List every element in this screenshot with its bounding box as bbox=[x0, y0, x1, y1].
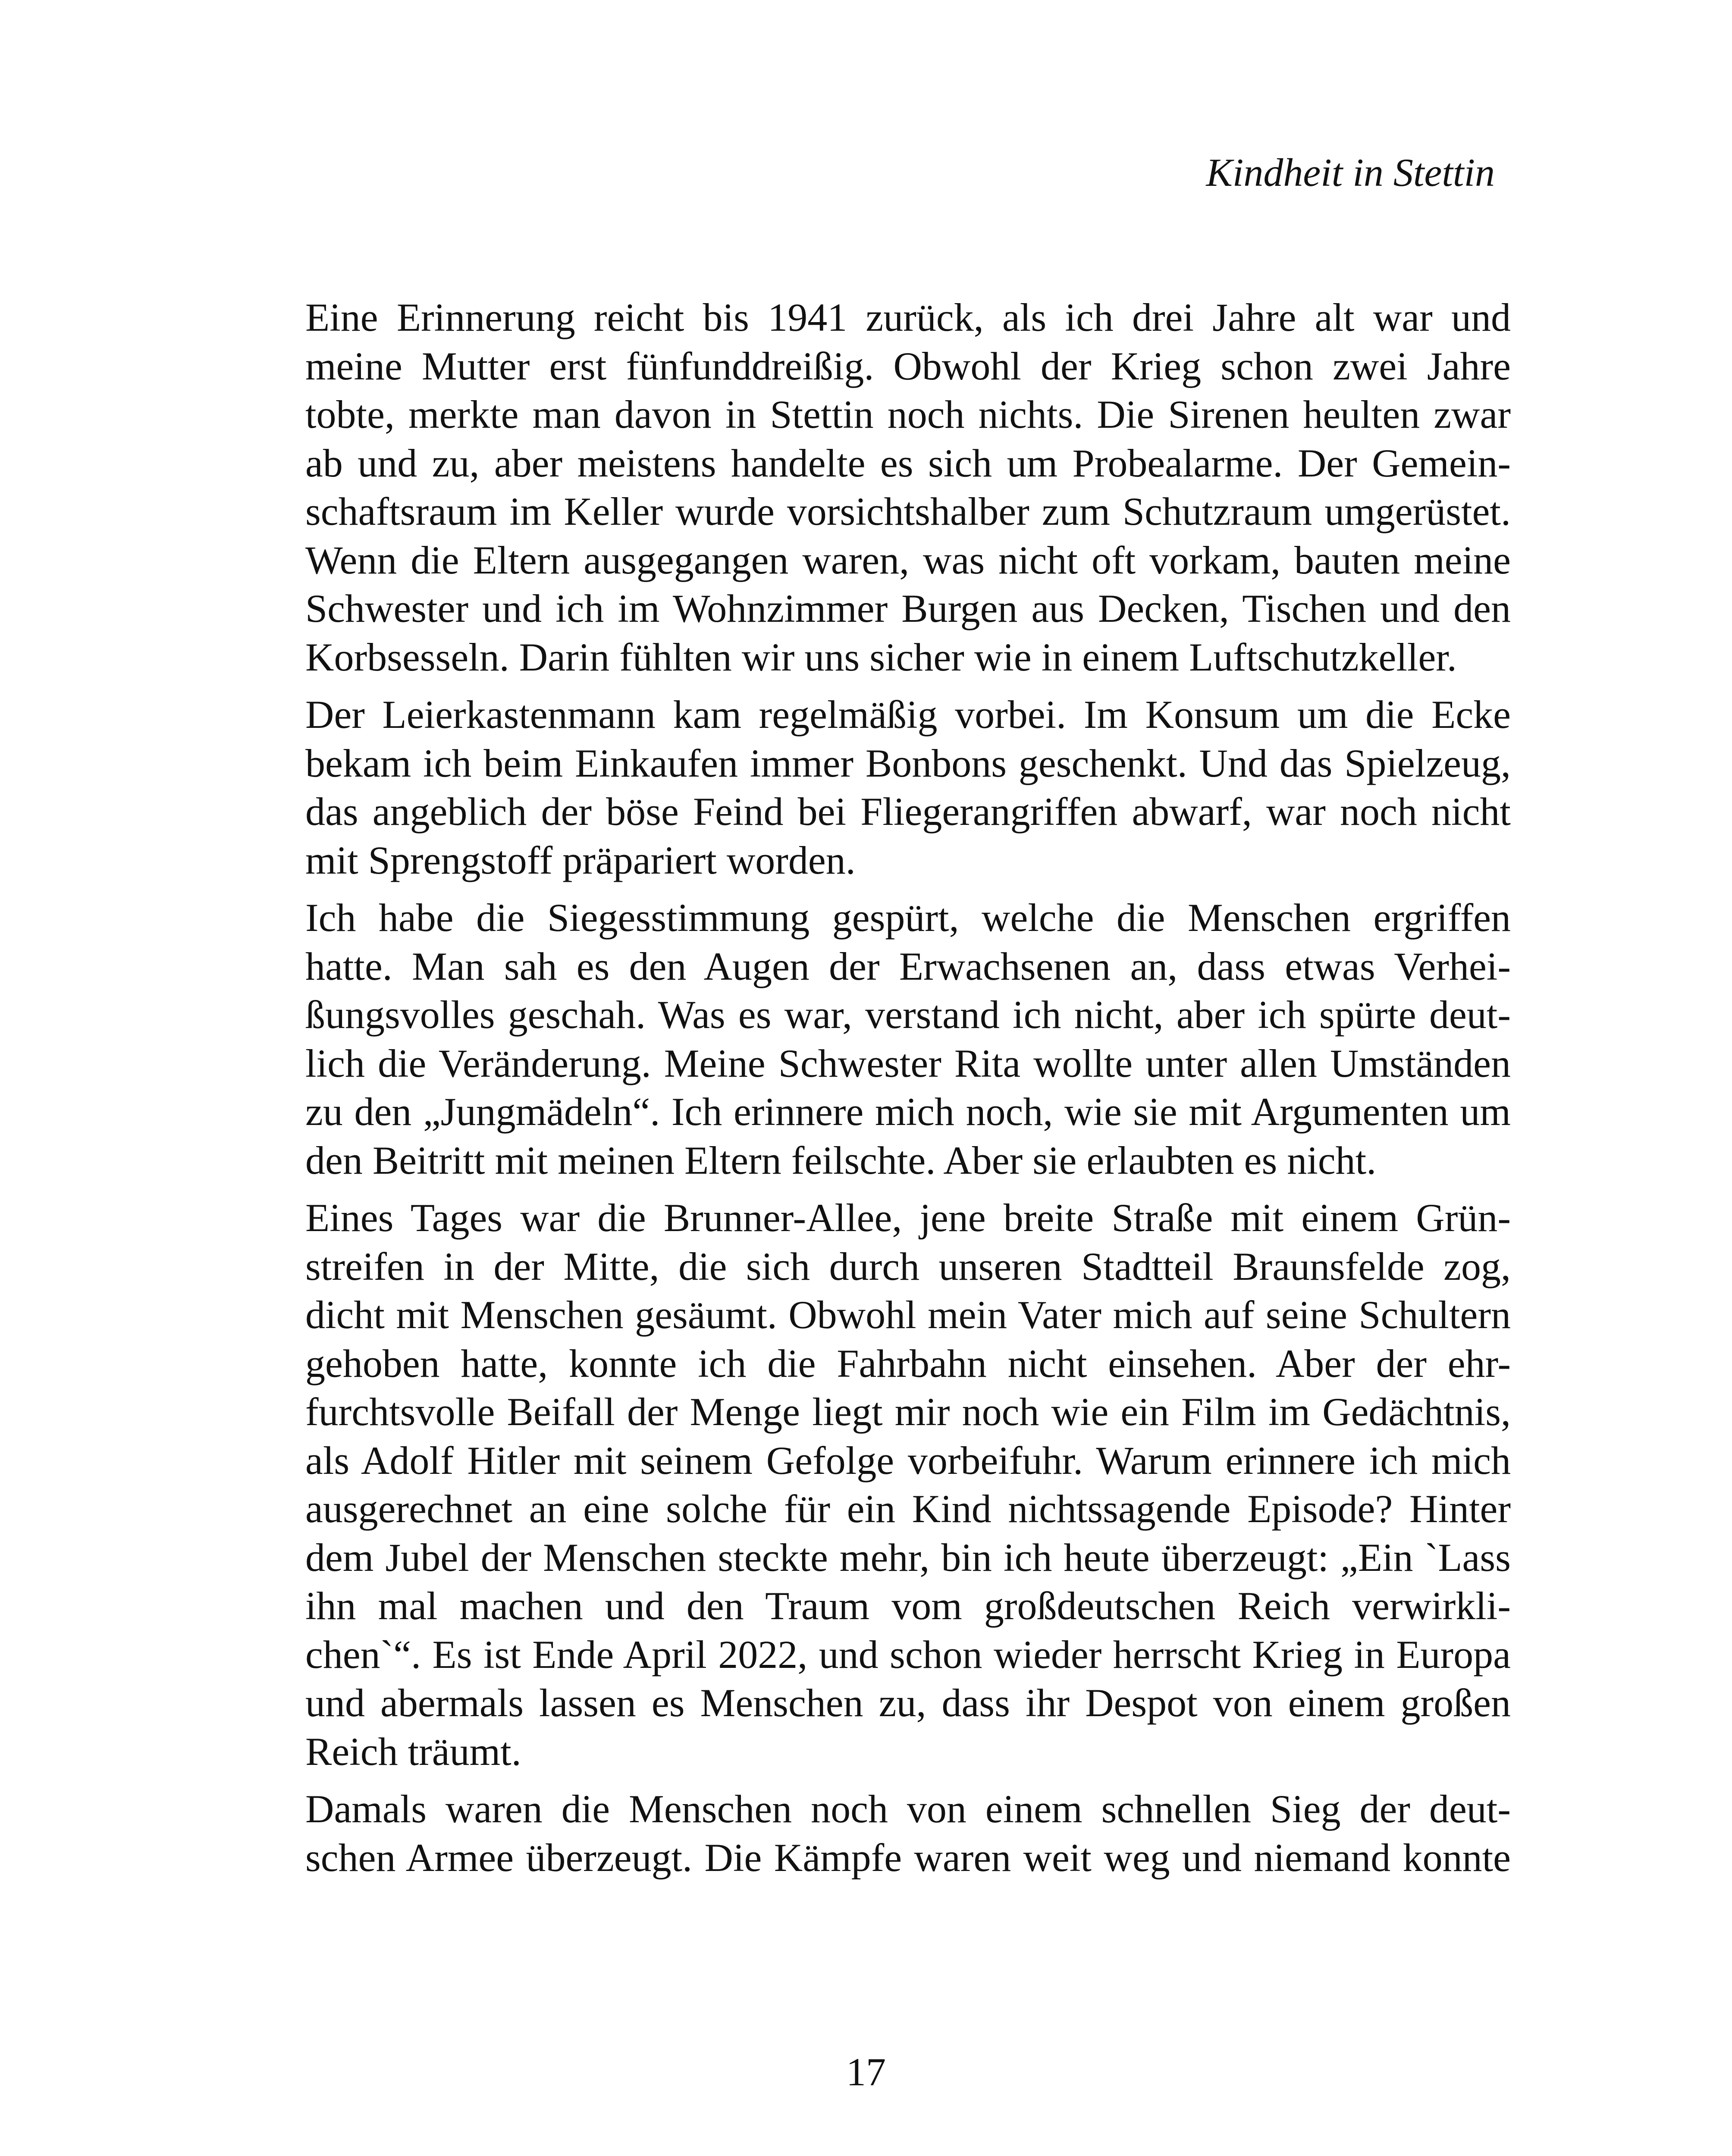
text-line: zu den „Jungmädeln“. Ich erinnere mich noch, wie sie mit Argumenten um bbox=[305, 1090, 1511, 1134]
text-line: Schwester und ich im Wohnzimmer Burgen aus Decken, Tischen und den bbox=[305, 586, 1511, 630]
text-line: das angeblich der böse Feind bei Fliegerangriffen abwarf, war noch nicht bbox=[305, 790, 1511, 834]
text-line: ausgerechnet an eine solche für ein Kind nichtssagende Episode? Hinter bbox=[305, 1487, 1511, 1531]
paragraph bbox=[254, 1785, 1511, 1882]
text-line: ab und zu, aber meistens handelte es sich um Probealarme. Der Gemein- bbox=[305, 441, 1511, 485]
page-number: 17 bbox=[846, 2050, 886, 2094]
paragraph bbox=[254, 893, 1511, 1185]
text-line: als Adolf Hitler mit seinem Gefolge vorbeifuhr. Warum erinnere ich mich bbox=[305, 1438, 1511, 1482]
paragraph bbox=[254, 1194, 1511, 1776]
text-line: meine Mutter erst fünfunddreißig. Obwohl der Krieg schon zwei Jahre bbox=[305, 344, 1511, 388]
text-line: Der Leierkastenmann kam regelmäßig vorbei. Im Konsum um die Ecke bbox=[305, 693, 1511, 736]
text-line: furchtsvolle Beifall der Menge liegt mir noch wie ein Film im Gedächtnis, bbox=[305, 1390, 1511, 1434]
text-line: ihn mal machen und den Traum vom großdeutschen Reich verwirkli- bbox=[305, 1584, 1511, 1628]
text-line: streifen in der Mitte, die sich durch unseren Stadtteil Braunsfelde zog, bbox=[305, 1244, 1511, 1288]
text-line: Eines Tages war die Brunner-Allee, jene breite Straße mit einem Grün- bbox=[305, 1196, 1511, 1240]
text-line: dem Jubel der Menschen steckte mehr, bin ich heute überzeugt: „Ein `Lass bbox=[305, 1535, 1511, 1579]
text-line: Reich träumt. bbox=[305, 1729, 521, 1774]
text-line: mit Sprengstoff präpariert worden. bbox=[305, 838, 856, 882]
text-line: schen Armee überzeugt. Die Kämpfe waren weit weg und niemand konnte bbox=[305, 1835, 1511, 1880]
paragraph bbox=[254, 690, 1511, 884]
text-line: gehoben hatte, konnte ich die Fahrbahn nicht einsehen. Aber der ehr- bbox=[305, 1341, 1511, 1385]
text-line: chen`“. Es ist Ende April 2022, und schon wieder herrscht Krieg in Europa bbox=[305, 1632, 1511, 1677]
text-line: Eine Erinnerung reicht bis 1941 zurück, als ich drei Jahre alt war und bbox=[305, 295, 1511, 339]
text-line: Korbsesseln. Darin fühlten wir uns sicher wie in einem Luftschutzkeller. bbox=[305, 635, 1457, 679]
text-line: schaftsraum im Keller wurde vorsichtshalber zum Schutzraum umgerüstet. bbox=[305, 489, 1511, 533]
running-header: Kindheit in Stettin bbox=[1206, 150, 1495, 194]
text-line: bekam ich beim Einkaufen immer Bonbons geschenkt. Und das Spielzeug, bbox=[305, 741, 1511, 785]
paragraph bbox=[254, 293, 1511, 681]
text-line: dicht mit Menschen gesäumt. Obwohl mein Vater mich auf seine Schultern bbox=[305, 1293, 1511, 1337]
body-text bbox=[254, 293, 1511, 1891]
text-line: Damals waren die Menschen noch von einem schnellen Sieg der deut- bbox=[305, 1787, 1511, 1831]
text-line: Ich habe die Siegesstimmung gespürt, welche die Menschen ergriffen bbox=[305, 896, 1511, 940]
text-line: und abermals lassen es Menschen zu, dass ihr Despot von einem großen bbox=[305, 1681, 1511, 1725]
text-line: ßungsvolles geschah. Was es war, verstand ich nicht, aber ich spürte deut- bbox=[305, 993, 1511, 1037]
text-line: tobte, merkte man davon in Stettin noch nichts. Die Sirenen heulten zwar bbox=[305, 392, 1511, 436]
text-line: Wenn die Eltern ausgegangen waren, was nicht oft vorkam, bauten meine bbox=[305, 538, 1511, 582]
text-line: den Beitritt mit meinen Eltern feilschte. Aber sie erlaubten es nicht. bbox=[305, 1138, 1377, 1182]
text-line: lich die Veränderung. Meine Schwester Rita wollte unter allen Umständen bbox=[305, 1041, 1511, 1085]
text-line: hatte. Man sah es den Augen der Erwachsenen an, dass etwas Verhei- bbox=[305, 944, 1511, 988]
